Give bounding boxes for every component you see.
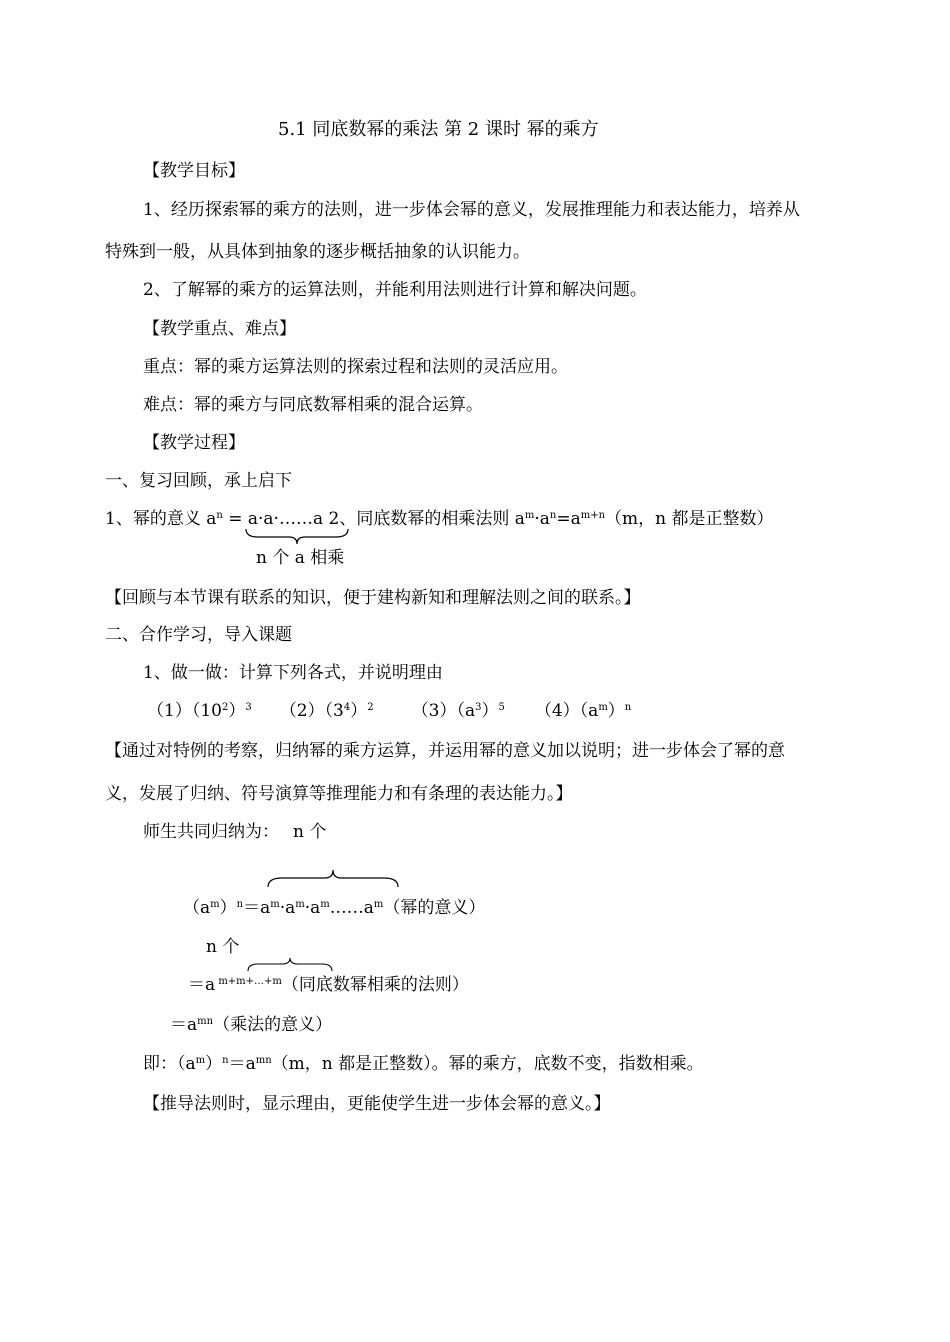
cooperation-note-line-2: 义，发展了归纳、符号演算等推理能力和有条理的表达能力。】 bbox=[105, 784, 573, 804]
step-1-reason: （幂的意义） bbox=[383, 898, 486, 918]
rule-tail: （m，n 都是正整数） bbox=[605, 509, 774, 529]
cooperation-heading: 二、合作学习，导入课题 bbox=[105, 625, 292, 645]
cooperation-note-line-1: 【通过对特例的考察，归纳幂的乘方运算，并运用幂的意义加以说明；进一步体会了幂的意 bbox=[105, 741, 785, 761]
derivation-result: 即：$(a^m)^n=a^{mn}(m$，n 都是正整数）。幂的乘方，底数不变，指数相乘。 bbox=[143, 1054, 704, 1074]
keypoints-heading: 【教学重点、难点】 bbox=[143, 319, 296, 339]
review-note: 【回顾与本节课有联系的知识，便于建构新知和理解法则之间的联系。】 bbox=[105, 588, 641, 608]
exercise-4: $(4)(a^m)^n$ bbox=[534, 701, 632, 721]
exponent-n: n bbox=[216, 510, 223, 521]
exercise-2: $(2)(3^4)^2$ bbox=[279, 701, 374, 721]
task-instruction: 1、做一做：计算下列各式，并说明理由 bbox=[143, 663, 443, 683]
equals-a: =a bbox=[556, 509, 581, 529]
step-2-reason: （同底数幂相乘的法则） bbox=[281, 975, 469, 995]
overbrace-am-terms bbox=[266, 868, 400, 888]
document-title: 5.1 同底数幂的乘法 第 2 课时 幂的乘方 bbox=[278, 119, 599, 140]
exponent-m-plus-n: m+n bbox=[580, 510, 606, 521]
underbrace-a-terms bbox=[244, 528, 350, 546]
review-heading: 一、复习回顾，承上启下 bbox=[105, 471, 292, 491]
exponent-n-2: n bbox=[549, 510, 557, 521]
objective-1-line-2: 特殊到一般，从具体到抽象的逐步概括抽象的认识能力。 bbox=[105, 242, 530, 262]
exercise-row bbox=[147, 700, 631, 722]
difficulty-text: 难点：幂的乘方与同底数幂相乘的混合运算。 bbox=[143, 395, 483, 415]
derivation-step-2: ＝a $^{m+m+\dots+m}$（同底数幂相乘的法则） bbox=[188, 975, 469, 995]
objective-1-line-1: 1、经历探索幂的乘方的法则，进一步体会幂的意义，发展推理能力和表达能力，培养从 bbox=[143, 200, 800, 220]
rule-prefix: 2、同底数幂的相乘法则 a bbox=[323, 509, 525, 529]
overbrace-exponent-sum bbox=[246, 956, 334, 972]
dot-a: ·a bbox=[534, 509, 550, 529]
derivation-note: 【推导法则时，显示理由，更能使学生进一步体会幂的意义。】 bbox=[143, 1094, 611, 1114]
process-heading: 【教学过程】 bbox=[143, 433, 245, 453]
n-count-top: n 个 bbox=[293, 822, 327, 842]
step-3-reason: （乘法的意义） bbox=[213, 1015, 333, 1035]
exponent-m: m bbox=[524, 510, 535, 521]
derivation-intro: 师生共同归纳为： n 个 bbox=[143, 822, 327, 842]
power-meaning-prefix: 1、幂的意义 a bbox=[105, 509, 217, 529]
review-item-1 bbox=[105, 508, 774, 530]
exercise-1: $(1)(10^2)^3$ bbox=[147, 701, 252, 721]
derivation-step-1: $(a^m)^n=a^m\cdot a^m\cdot a^m\dots\dots a^m$（幂的意义） bbox=[183, 898, 486, 918]
equals: = bbox=[222, 509, 248, 529]
brace-label-n-a: n 个 a 相乘 bbox=[256, 548, 345, 568]
keypoint-text: 重点：幂的乘方运算法则的探索过程和法则的灵活应用。 bbox=[143, 357, 568, 377]
objective-2: 2、了解幂的乘方的运算法则，并能利用法则进行计算和解决问题。 bbox=[143, 280, 647, 300]
objectives-heading: 【教学目标】 bbox=[143, 161, 245, 181]
derivation-step-3: $=a^{mn}$（乘法的意义） bbox=[170, 1015, 333, 1035]
n-count-mid: n 个 bbox=[206, 937, 240, 957]
exercise-3: $(3)(a^3)^5$ bbox=[411, 701, 505, 721]
power-expansion: a·a·……a bbox=[247, 509, 324, 529]
